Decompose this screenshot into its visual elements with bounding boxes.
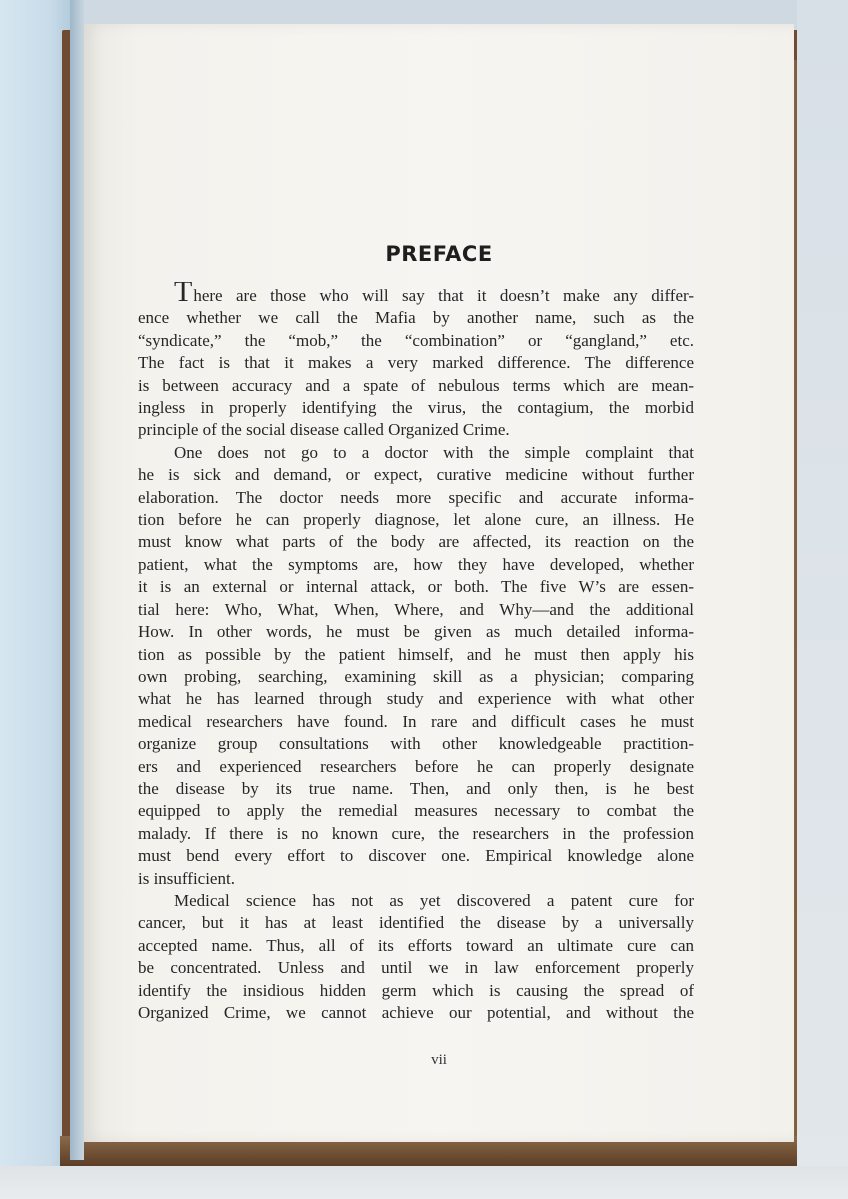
text-line: accepted name. Thus, all of its efforts toward an ultimate cure can bbox=[138, 935, 694, 955]
text-line: malady. If there is no known cure, the researchers in the profession bbox=[138, 823, 694, 843]
paragraph-1 bbox=[138, 282, 694, 442]
text-line: How. In other words, he must be given as much detailed informa- bbox=[138, 622, 694, 642]
text-line: Organized Crime, we cannot achieve our potential, and without the bbox=[138, 1003, 694, 1022]
text-line: Medical science has not as yet discovered a patent cure for bbox=[174, 890, 694, 910]
text-line: ers and experienced researchers before he can properly designate bbox=[138, 756, 694, 776]
text-line: tial here: Who, What, When, Where, and Why—and the additional bbox=[138, 599, 694, 619]
book-page bbox=[84, 24, 794, 1142]
gutter-shadow bbox=[70, 0, 84, 1160]
page-number: vii bbox=[431, 1052, 447, 1068]
text-line: patient, what the symptoms are, how they have developed, whether bbox=[138, 554, 694, 574]
table-surface-bottom bbox=[0, 1166, 848, 1199]
text-line: identify the insidious hidden germ which is causing the spread of bbox=[138, 980, 694, 1000]
text-line: be concentrated. Unless and until we in law enforcement properly bbox=[138, 958, 694, 978]
text-line: is insufficient. bbox=[138, 868, 235, 888]
text-line: ence whether we call the Mafia by another name, such as the bbox=[138, 308, 694, 328]
text-line: ingless in properly identifying the virus, the contagium, the morbid bbox=[138, 398, 694, 418]
text-line: is between accuracy and a spate of nebulous terms which are mean- bbox=[138, 375, 694, 395]
text-line: One does not go to a doctor with the simple complaint that bbox=[174, 442, 694, 462]
text-line: medical researchers have found. In rare and difficult cases he must bbox=[138, 711, 694, 731]
text-line: he is sick and demand, or expect, curative medicine without further bbox=[138, 465, 694, 485]
text-line: cancer, but it has at least identified the disease by a universally bbox=[138, 913, 694, 933]
text-line: “syndicate,” the “mob,” the “combination” or “gangland,” etc. bbox=[138, 330, 694, 350]
paragraph-2 bbox=[138, 442, 694, 890]
text-line: must know what parts of the body are affected, its reaction on the bbox=[138, 532, 694, 552]
text-line: tion as possible by the patient himself, and he must then apply his bbox=[138, 644, 694, 664]
text-line: the disease by its true name. Then, and only then, is he best bbox=[138, 778, 694, 798]
drop-cap: T bbox=[174, 282, 193, 308]
text-line: elaboration. The doctor needs more specific and accurate informa- bbox=[138, 487, 694, 507]
table-surface bbox=[797, 0, 848, 1199]
text-line: There are those who will say that it doesn’t make any differ- bbox=[138, 282, 694, 307]
paragraph-3 bbox=[138, 890, 694, 1024]
text-line: own probing, searching, examining skill as a physician; comparing bbox=[138, 666, 694, 686]
text-line: must bend every effort to discover one. Empirical knowledge alone bbox=[138, 846, 694, 866]
text-line: The fact is that it makes a very marked difference. The difference bbox=[138, 353, 694, 373]
text-line: principle of the social disease called Organized Crime. bbox=[138, 420, 510, 440]
text-line: tion before he can properly diagnose, let alone cure, an illness. He bbox=[138, 510, 694, 530]
text-line: it is an external or internal attack, or both. The five W’s are essen- bbox=[138, 577, 694, 597]
text-line: equipped to apply the remedial measures necessary to combat the bbox=[138, 801, 694, 821]
text-line: what he has learned through study and experience with what other bbox=[138, 689, 694, 709]
page-title: PREFACE bbox=[385, 242, 493, 266]
text-line: organize group consultations with other knowledgeable practition- bbox=[138, 734, 694, 754]
preface-body bbox=[138, 282, 694, 1024]
